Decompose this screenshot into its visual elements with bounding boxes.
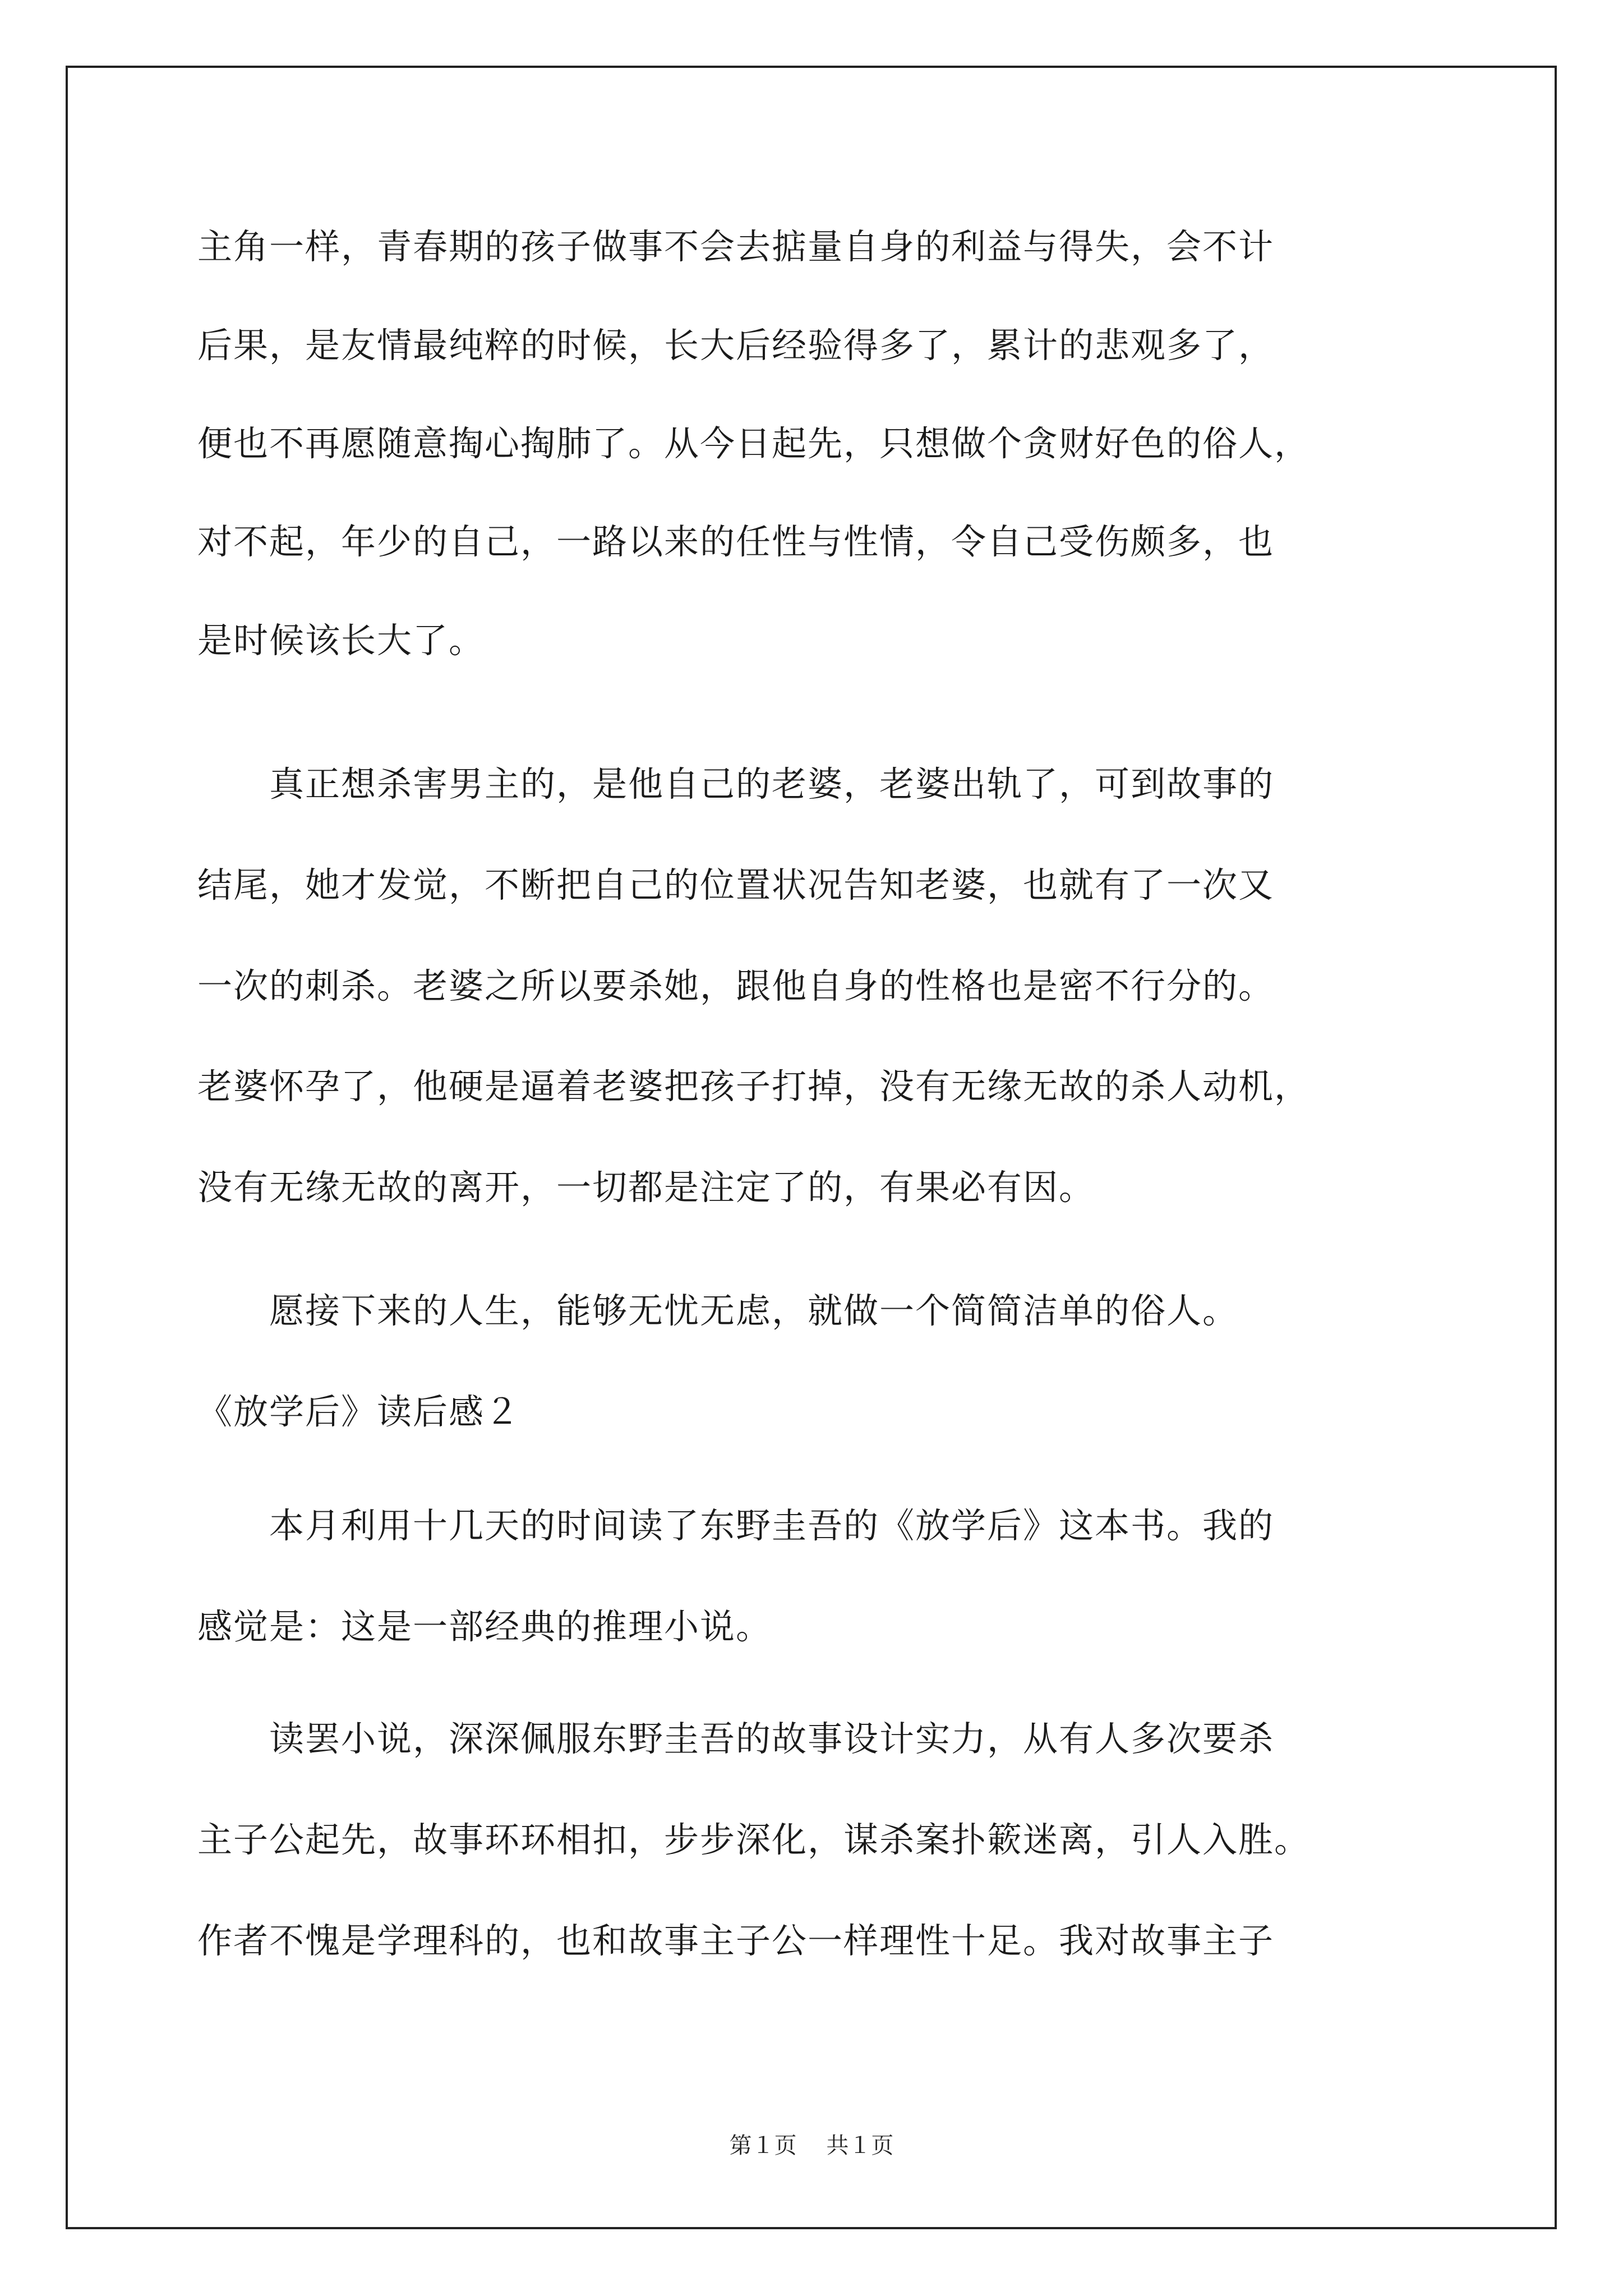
text-line: 真正想杀害男主的，是他自己的老婆，老婆出轨了，可到故事的 (197, 763, 1275, 804)
text-line: 本月利用十几天的时间读了东野圭吾的《放学后》这本书。我的 (197, 1505, 1275, 1546)
text-line: 愿接下来的人生，能够无忧无虑，就做一个简简洁单的俗人。 (197, 1290, 1239, 1331)
page-footer (0, 2132, 1623, 2160)
text-line: 便也不再愿随意掏心掏肺了。从今日起先，只想做个贪财好色的俗人， (197, 423, 1311, 464)
text-line: 是时候该长大了。 (197, 620, 485, 661)
text-line: 主子公起先，故事环环相扣，步步深化，谋杀案扑簌迷离，引人入胜。 (197, 1819, 1311, 1860)
text-line: 感觉是：这是一部经典的推理小说。 (197, 1606, 772, 1647)
section-heading: 《放学后》读后感２ (197, 1391, 521, 1432)
text-line: 老婆怀孕了，他硬是逼着老婆把孩子打掉，没有无缘无故的杀人动机， (197, 1066, 1311, 1107)
text-line: 结尾，她才发觉，不断把自己的位置状况告知老婆，也就有了一次又 (197, 864, 1275, 905)
text-line: 一次的刺杀。老婆之所以要杀她，跟他自身的性格也是密不行分的。 (197, 965, 1275, 1006)
page-number-total: 共１页 (826, 2133, 894, 2159)
text-line: 作者不愧是学理科的，也和故事主子公一样理性十足。我对故事主子 (197, 1920, 1275, 1961)
page-border (66, 66, 1557, 2229)
page-number-current: 第１页 (729, 2133, 797, 2159)
text-line: 后果，是友情最纯粹的时候，长大后经验得多了，累计的悲观多了， (197, 325, 1275, 366)
text-line: 读罢小说，深深佩服东野圭吾的故事设计实力，从有人多次要杀 (197, 1718, 1275, 1759)
text-line: 没有无缘无故的离开，一切都是注定了的，有果必有因。 (197, 1167, 1095, 1208)
text-line: 对不起，年少的自己，一路以来的任性与性情，令自己受伤颇多，也 (197, 521, 1275, 562)
text-line: 主角一样，青春期的孩子做事不会去掂量自身的利益与得失，会不计 (197, 226, 1275, 267)
